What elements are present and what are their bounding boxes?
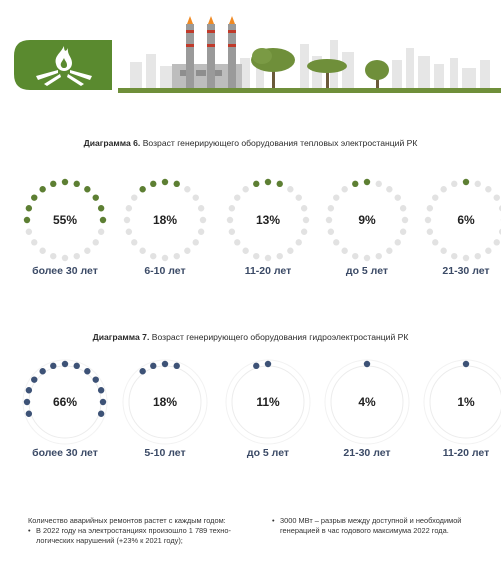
dial-dot-filled [50,181,56,187]
dial-dot-empty [386,248,392,254]
dial-dot-filled [26,387,32,393]
dial-dot-filled [93,194,99,200]
dial-dot-empty [328,229,334,235]
dial-dot-empty [395,194,401,200]
dial-category-label: 5-10 лет [144,447,186,459]
chart-7-title-text: Возраст генерирующего оборудования гидроэлектростанций РК [151,332,409,342]
dial-dot-filled [74,363,80,369]
dial-dot-empty [376,253,382,259]
dial-dot-empty [74,253,80,259]
dial-dot-filled [93,376,99,382]
dial-dot-filled [364,361,370,367]
dial-dot-filled [39,368,45,374]
dial-value-label: 11% [256,395,280,409]
dial-dot-empty [427,229,433,235]
dial-category-label: более 30 лет [32,265,98,277]
dial-dot-empty [341,186,347,192]
dial-dot-filled [39,186,45,192]
dial-dot-empty [93,239,99,245]
dial-category-label: 11-20 лет [442,447,490,459]
dial-dot-filled [139,186,145,192]
dial-dot-empty [440,248,446,254]
dial-category-label: более 30 лет [32,447,98,459]
footer-intro: Количество аварийных ремонтов растет с каждым годом: [28,516,226,525]
dial-dot-empty [39,248,45,254]
dial-dot-empty [386,186,392,192]
dial-dot-filled [463,361,469,367]
dial-dot-empty [376,181,382,187]
dial-dot-empty [427,205,433,211]
dial-dot-filled [174,363,180,369]
dial-value-label: 18% [152,213,178,227]
power-plant [172,16,242,90]
dial-dot-empty [265,255,271,261]
dial-dot-filled [31,376,37,382]
dial-dot-filled [150,363,156,369]
footer-left [28,516,253,546]
dial-dot-filled [265,361,271,367]
dial-dot-empty [229,229,235,235]
dial-dot-filled [150,181,156,187]
dial-dot-filled [253,181,259,187]
dial-dot-empty [184,186,190,192]
dial-value-label: 55% [52,213,78,227]
dial-dot-filled [31,194,37,200]
chart-7-dial [322,357,412,457]
dial-dot-empty [150,253,156,259]
dial-dot-filled [98,411,104,417]
dial-dot-empty [333,239,339,245]
dial-dot-filled [174,181,180,187]
dial-dot-empty [287,186,293,192]
dial-dot-empty [198,205,204,211]
chart-6-dial [421,175,501,275]
chart-7-dial [20,357,110,457]
dial-category-label: 21-30 лет [442,265,490,277]
dial-dot-empty [26,229,32,235]
dial-value-label: 6% [457,213,475,227]
chart-6-dial [20,175,110,275]
dial-dot-empty [494,194,500,200]
chart-6-dial [120,175,210,275]
dial-value-label: 9% [358,213,376,227]
dial-dot-empty [62,255,68,261]
dial-dot-empty [139,248,145,254]
footer-bullet-left [28,526,253,546]
chart-7-title-bold: Диаграмма 7. [92,332,150,342]
dial-dot-empty [395,239,401,245]
dial-dot-empty [296,194,302,200]
chart-6-title [0,138,501,148]
dial-dot-empty [301,205,307,211]
chart-7-dial [120,357,210,457]
dial-dot-empty [184,248,190,254]
dial-dot-filled [162,179,168,185]
dial-dot-empty [193,239,199,245]
dial-dot-empty [193,194,199,200]
dial-dot-filled [74,181,80,187]
dial-dot-filled [253,363,259,369]
dial-dot-empty [451,181,457,187]
dial-dot-filled [139,368,145,374]
dial-dot-empty [494,239,500,245]
dial-dot-empty [126,229,132,235]
dial-category-label: 6-10 лет [144,265,186,277]
dial-dot-empty [400,205,406,211]
dial-dot-empty [234,194,240,200]
dial-dot-empty [131,194,137,200]
dial-value-label: 4% [358,395,376,409]
dial-dot-empty [301,229,307,235]
dial-dot-empty [485,248,491,254]
dial-dot-empty [463,255,469,261]
dial-dot-empty [277,253,283,259]
bullet-icon: • [272,516,275,525]
dial-dot-filled [26,205,32,211]
dial-dot-empty [287,248,293,254]
footer-bullet-left-text: В 2022 году на электростанциях произошло 1 789 техно-логических нарушений (+23% к 2021 году); [36,526,231,545]
dial-dot-empty [84,248,90,254]
dial-dot-empty [475,253,481,259]
dial-value-label: 18% [152,395,178,409]
chart-7-title [0,332,501,342]
dial-dot-filled [84,186,90,192]
dial-dot-empty [364,255,370,261]
dial-dot-empty [296,239,302,245]
chart-6-title-bold: Диаграмма 6. [83,138,141,148]
dial-category-label: 21-30 лет [343,447,391,459]
dial-dot-empty [440,186,446,192]
dial-dot-filled [98,205,104,211]
dial-dot-empty [352,253,358,259]
dial-dot-empty [242,248,248,254]
dial-dot-filled [265,179,271,185]
dial-dot-empty [31,239,37,245]
dial-value-label: 66% [52,395,78,409]
dial-dot-empty [475,181,481,187]
dial-dot-empty [328,205,334,211]
dial-dot-empty [131,239,137,245]
dial-dot-filled [352,181,358,187]
dial-dot-filled [50,363,56,369]
grass-strip [118,88,501,93]
dial-dot-empty [174,253,180,259]
chart-7-dial [421,357,501,457]
dial-dot-empty [242,186,248,192]
dial-dot-empty [229,205,235,211]
dial-dot-empty [253,253,259,259]
dial-value-label: 1% [457,395,475,409]
footer-bullet-right-text: 3000 МВт – разрыв между доступной и необходимой генерацией в час годового максимума 2022 года. [280,516,462,535]
dial-dot-filled [98,387,104,393]
dial-dot-empty [162,255,168,261]
footer-right [272,516,482,536]
chart-7-dial [223,357,313,457]
dial-dot-filled [62,179,68,185]
dial-dot-empty [341,248,347,254]
dial-dot-empty [126,205,132,211]
dial-dot-empty [234,239,240,245]
dial-category-label: до 5 лет [345,265,389,277]
dial-dot-filled [364,179,370,185]
dial-dot-filled [26,411,32,417]
dial-dot-empty [98,229,104,235]
dial-dot-empty [432,239,438,245]
dial-dot-empty [50,253,56,259]
dial-dot-filled [277,181,283,187]
dial-dot-filled [463,179,469,185]
dial-dot-empty [485,186,491,192]
dial-dot-filled [62,361,68,367]
header-illustration [0,0,501,100]
dial-dot-empty [333,194,339,200]
dial-dot-filled [84,368,90,374]
dial-category-label: до 5 лет [246,447,290,459]
chart-6-dial [322,175,412,275]
dial-category-label: 11-20 лет [244,265,292,277]
footer-bullet-right [272,516,482,536]
chart-6-dial [223,175,313,275]
dial-dot-empty [400,229,406,235]
dial-dot-filled [162,361,168,367]
dial-dot-empty [432,194,438,200]
chart-6-title-text: Возраст генерирующего оборудования тепловых электростанций РК [142,138,418,148]
bullet-icon: • [28,526,31,535]
dial-dot-empty [198,229,204,235]
dial-value-label: 13% [255,213,281,227]
dial-dot-empty [451,253,457,259]
